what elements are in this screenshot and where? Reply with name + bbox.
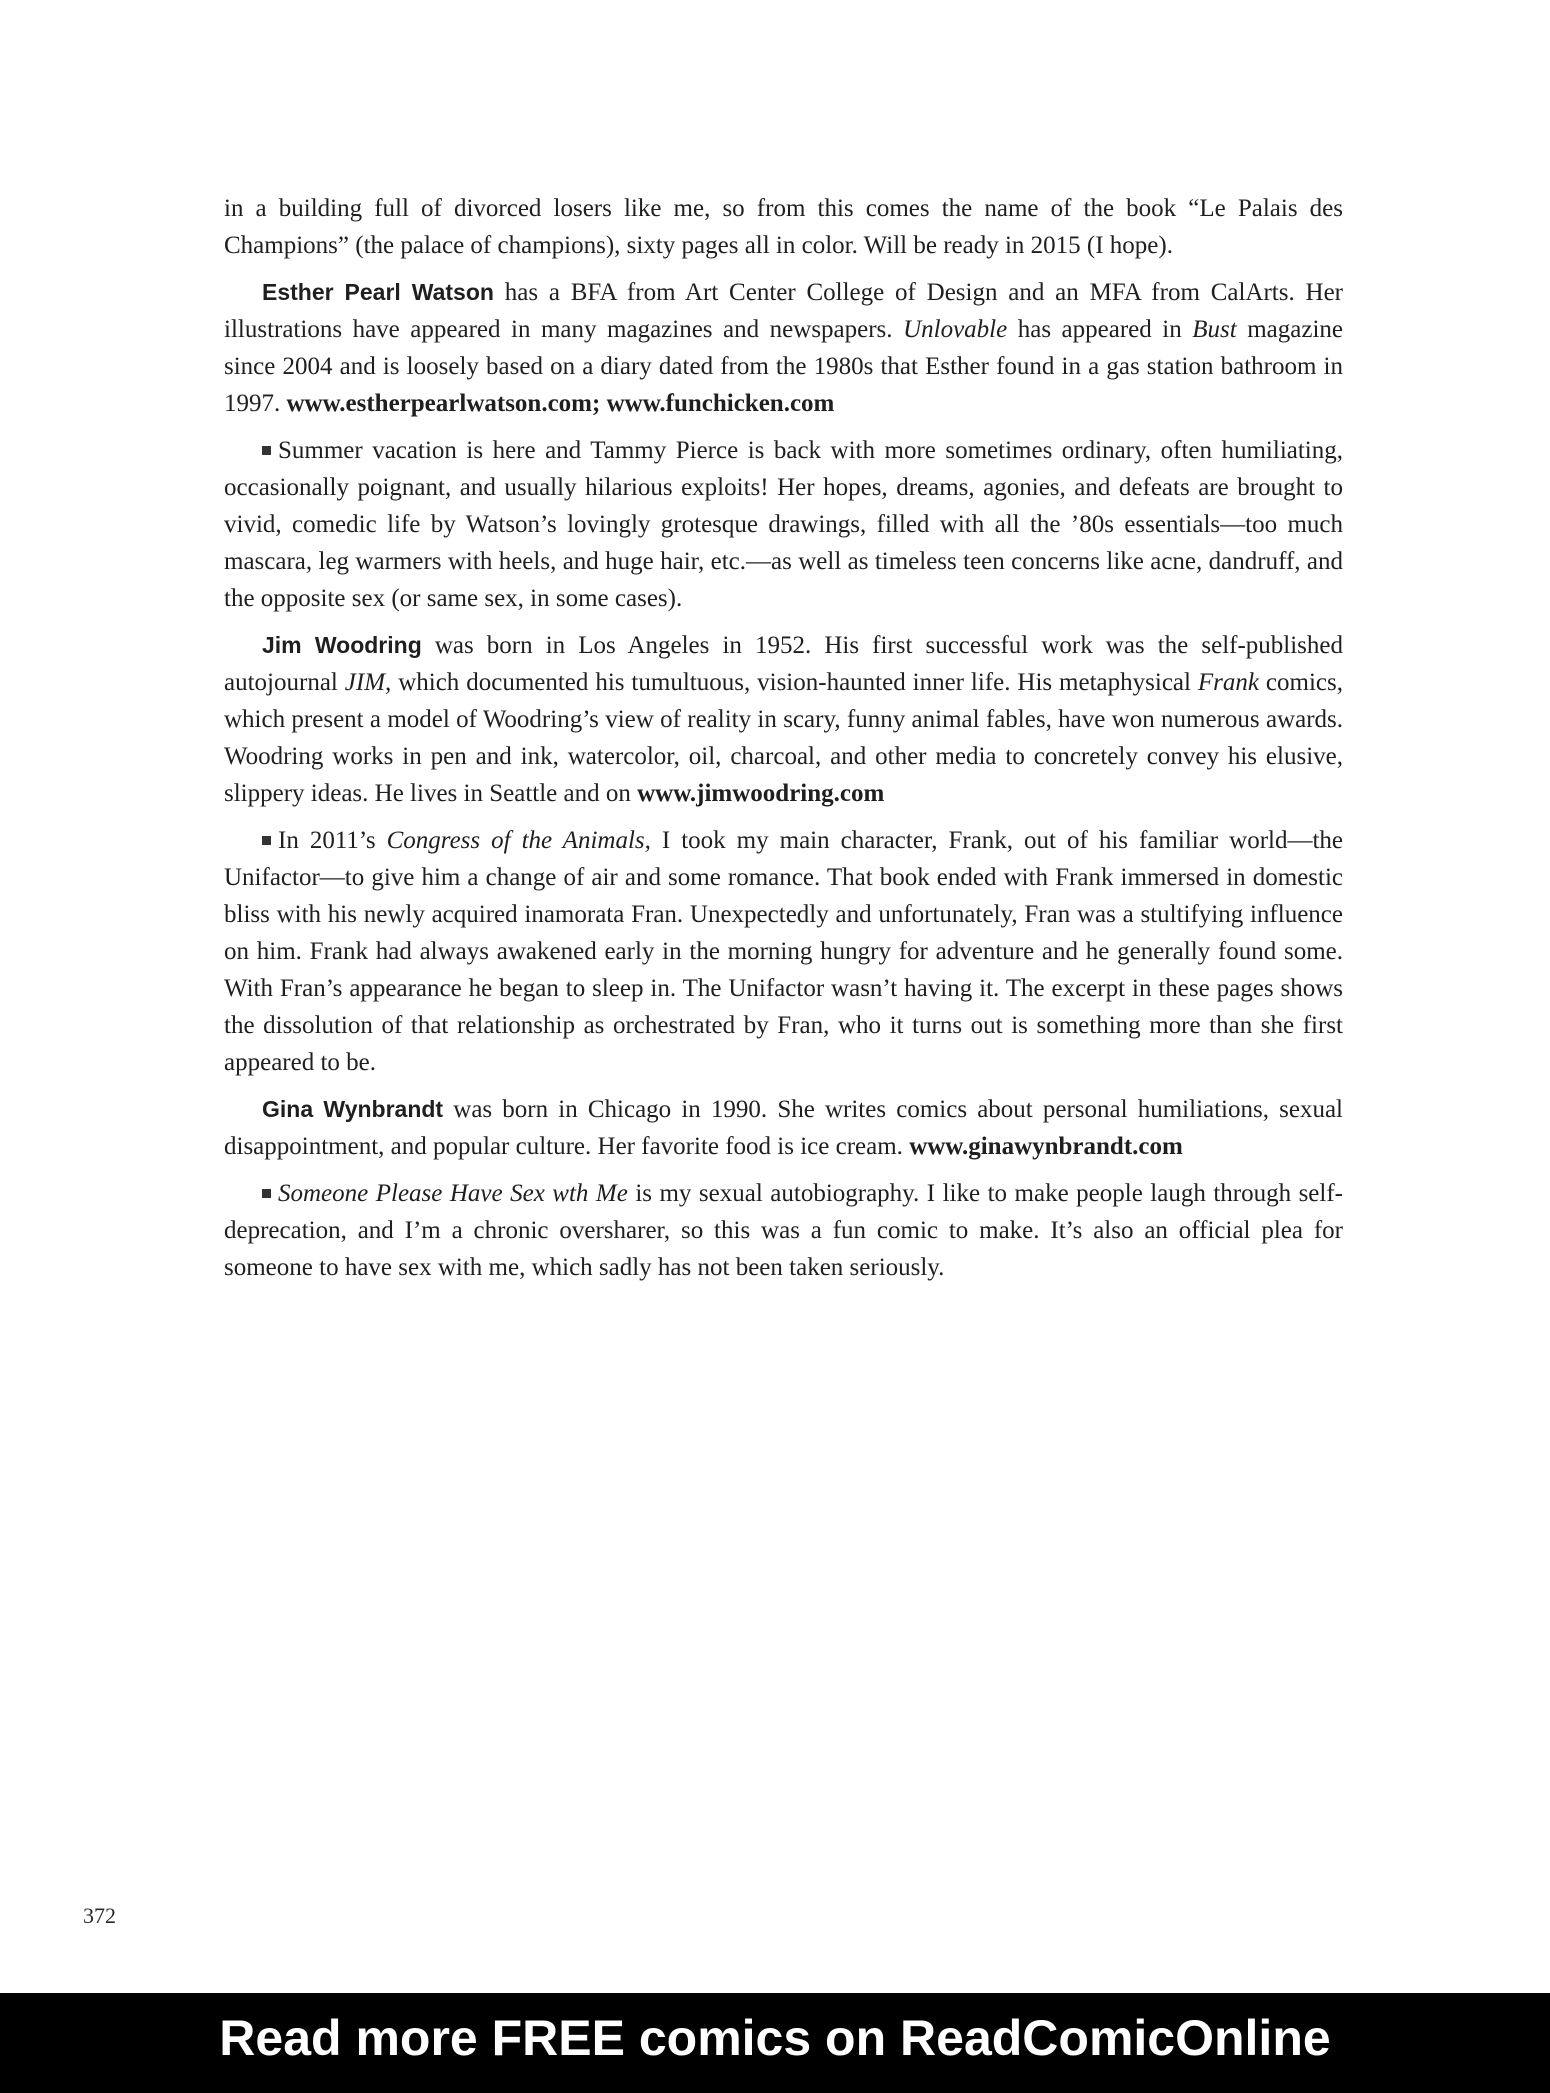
bio-gina-wynbrandt [224, 1091, 1343, 1165]
comic-title: Frank [1197, 669, 1259, 696]
website-link[interactable]: www.jimwoodring.com [637, 780, 885, 807]
contributor-name: Esther Pearl Watson [262, 279, 494, 305]
book-title: Unlovable [903, 316, 1008, 343]
magazine-title: Bust [1192, 316, 1237, 343]
square-bullet-icon [262, 836, 271, 845]
website-link[interactable]: www.estherpearlwatson.com; www.funchicken.com [286, 390, 835, 417]
bio-text: was born in Los Angeles in 1952. His first successful work was the self-published autojournal [224, 632, 1344, 696]
note-gina-wynbrandt [224, 1175, 1343, 1286]
contributor-name: Gina Wynbrandt [262, 1096, 444, 1122]
bio-jim-woodring [224, 627, 1343, 812]
book-title: Someone Please Have Sex wth Me [278, 1180, 628, 1207]
bio-text: was born in Chicago in 1990. She writes comics about personal humiliations, sexual disappointment, and popular culture. Her favorite food is ice cream. [224, 1096, 1344, 1160]
bio-text: has a BFA from Art Center College of Design and an MFA from CalArts. Her illustrations have appeared in many magazines and newspapers. [224, 279, 1343, 343]
note-text: In 2011’s [278, 827, 387, 854]
continued-paragraph [224, 190, 1343, 264]
square-bullet-icon [262, 446, 271, 455]
square-bullet-icon [262, 1189, 271, 1198]
book-title: JIM, [344, 669, 392, 696]
bio-text: comics, which present a model of Woodring’s view of reality in scary, funny animal fables, have won numerous awards. Woodring works in pen and ink, watercolor, oil, charcoal, and other media to concretely convey his elusive, slippery ideas. He lives in Seattle and on [224, 669, 1343, 807]
text-column [224, 190, 1343, 1296]
note-text: I took my main character, Frank, out of his familiar world—the Unifactor—to give him a change of air and some romance. That book ended with Frank immersed in domestic bliss with his newly acquired inamorata Fran. Unexpectedly and unfortunately, Fran was a stultifying influence on him. Frank had always awakened early in the morning hungry for adventure and he generally found some. With Fran’s appearance he began to sleep in. The Unifactor wasn’t having it. The excerpt in these pages shows the dissolution of that relationship as orchestrated by Fran, who it turns out is something more than she first appeared to be. [224, 827, 1344, 1076]
bio-text: which documented his tumultuous, vision-haunted inner life. His metaphysical [391, 669, 1198, 696]
note-esther-pearl-watson [224, 432, 1343, 617]
note-text: Summer vacation is here and Tammy Pierce is back with more sometimes ordinary, often humiliating, occasionally poignant, and usually hilarious exploits! Her hopes, dreams, agonies, and defeats are brought to vivid, comedic life by Watson’s lovingly grotesque drawings, filled with all the ’80s essentials—too much mascara, leg warmers with heels, and huge hair, etc.—as well as timeless teen concerns like acne, dandruff, and the opposite sex (or same sex, in some cases). [224, 437, 1343, 612]
book-title: Congress of the Animals, [386, 827, 651, 854]
website-link[interactable]: www.ginawynbrandt.com [909, 1133, 1183, 1160]
page-number: 372 [83, 1903, 116, 1928]
bio-esther-pearl-watson [224, 274, 1343, 422]
note-jim-woodring [224, 822, 1343, 1081]
footer-banner[interactable] [0, 1993, 1550, 2093]
note-text: is my sexual autobiography. I like to make people laugh through self-deprecation, and I’m a chronic oversharer, so this was a fun comic to make. It’s also an official plea for someone to have sex with me, which sadly has not been taken seriously. [224, 1180, 1343, 1281]
continued-paragraph-text: in a building full of divorced losers like me, so from this comes the name of the book “Le Palais des Champions” (the palace of champions), sixty pages all in color. Will be ready in 2015 (I hope). [224, 195, 1343, 259]
footer-banner-text: Read more FREE comics on ReadComicOnline [219, 2010, 1331, 2066]
bio-text: magazine since 2004 and is loosely based on a diary dated from the 1980s that Esther found in a gas station bathroom in 1997. [224, 316, 1344, 417]
bio-text: has appeared in [1007, 316, 1193, 343]
contributor-name: Jim Woodring [262, 632, 422, 658]
